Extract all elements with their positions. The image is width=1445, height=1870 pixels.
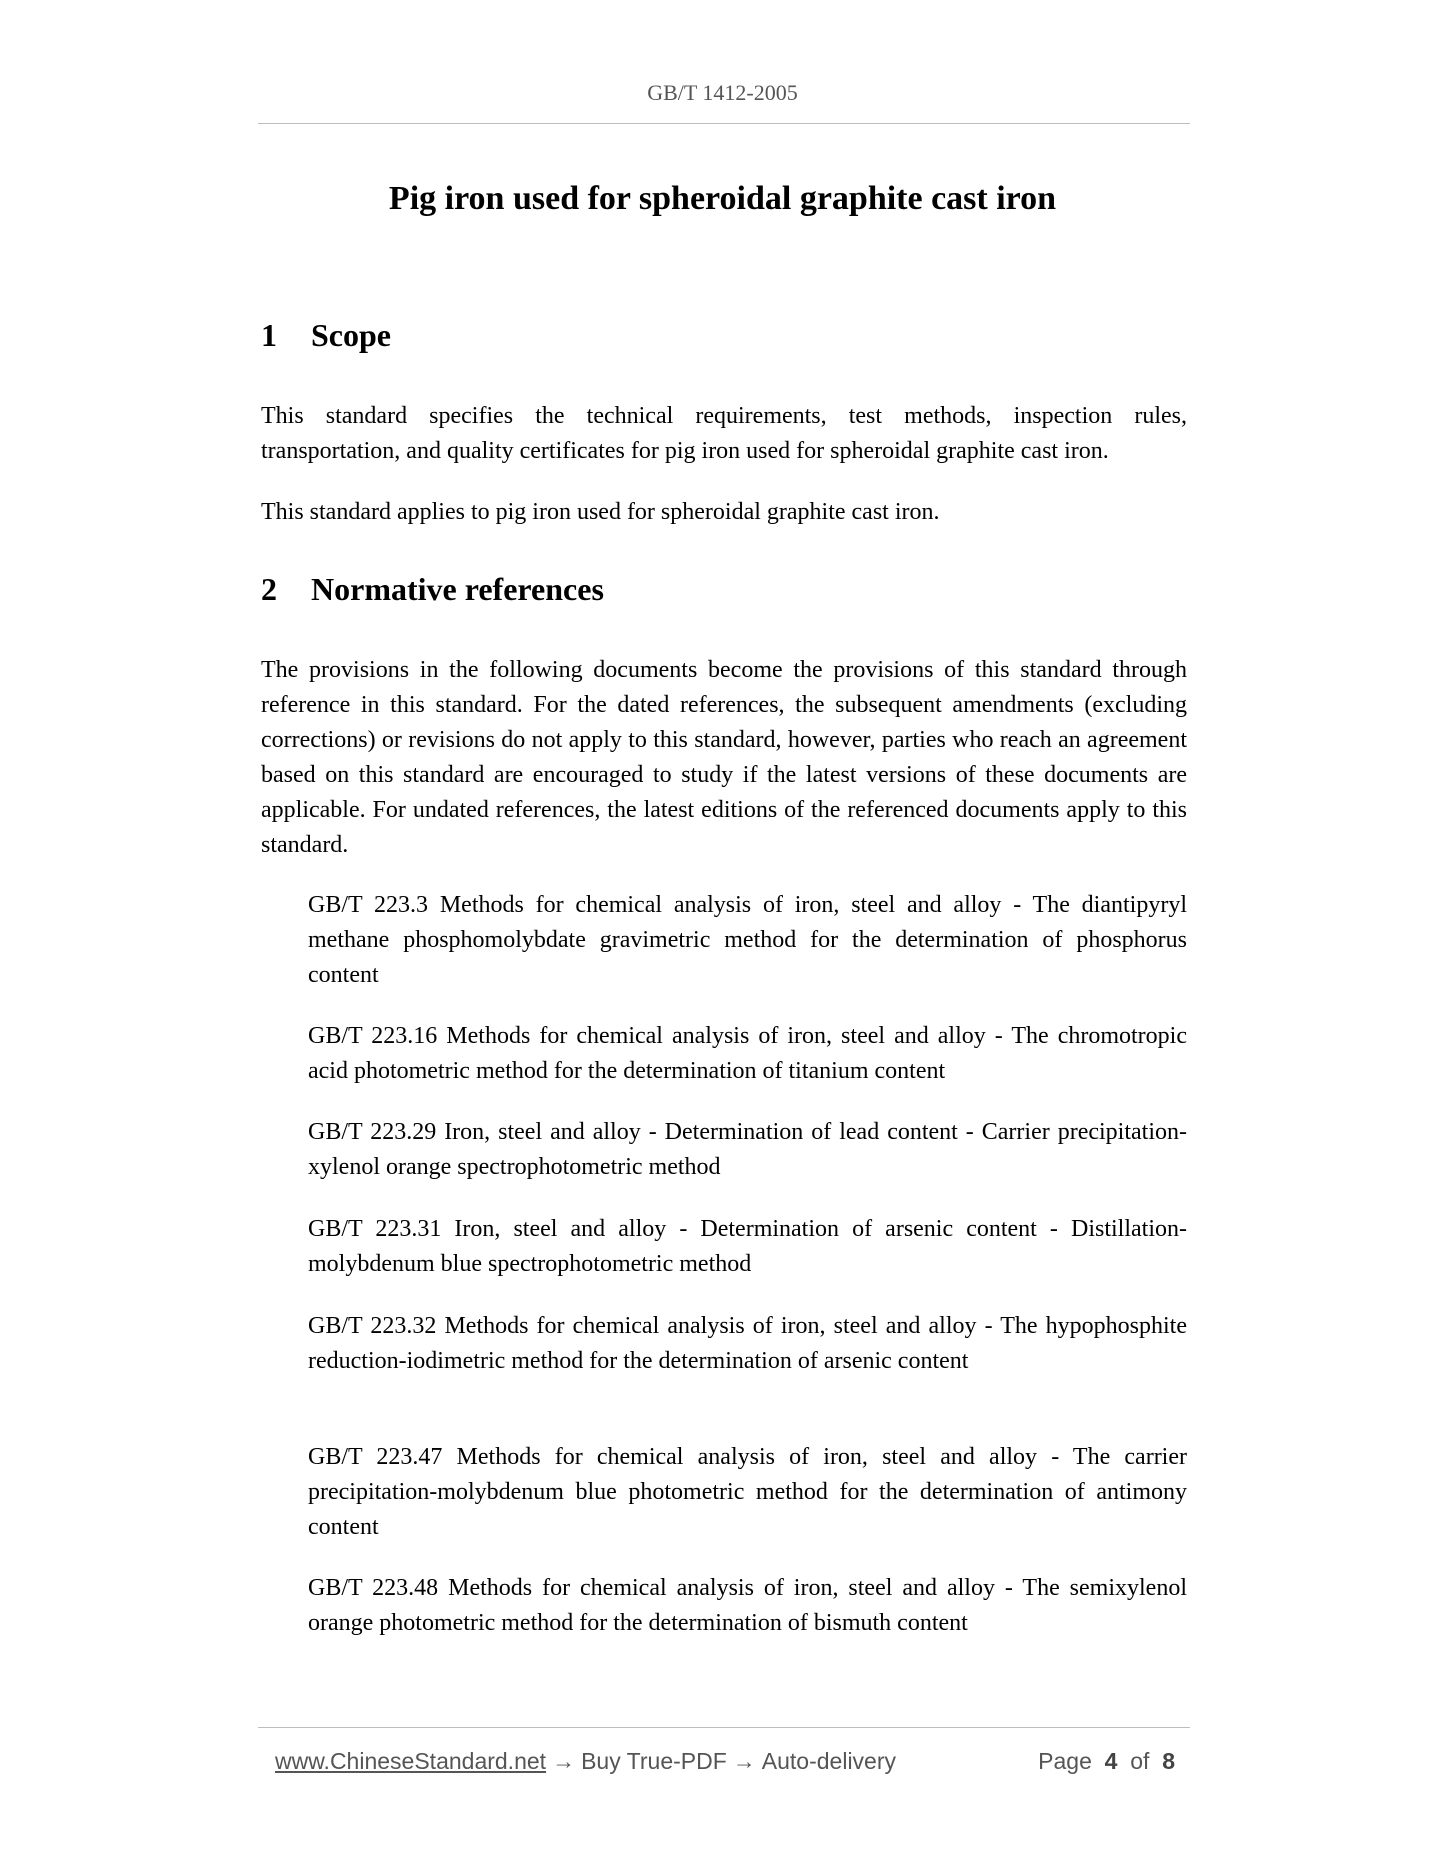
- website-link[interactable]: www.ChineseStandard.net: [275, 1748, 547, 1774]
- arrow-right-icon: →: [732, 1748, 756, 1774]
- reference-item: GB/T 223.16 Methods for chemical analysis of iron, steel and alloy - The chromotropic acid photometric method for the determination of titanium content: [308, 1023, 1187, 1084]
- auto-delivery-text: Auto-delivery: [761, 1748, 897, 1774]
- reference-item: GB/T 223.48 Methods for chemical analysis of iron, steel and alloy - The semixylenol orange photometric method for the determination of bismuth content: [308, 1575, 1187, 1636]
- footer: [275, 1748, 1175, 1775]
- document-title: Pig iron used for spheroidal graphite cast iron: [388, 180, 1057, 217]
- section-number: 1: [261, 317, 277, 353]
- buy-true-pdf-text: Buy True-PDF: [581, 1748, 727, 1774]
- section-title: Scope: [311, 317, 391, 353]
- reference-item: GB/T 223.32 Methods for chemical analysis of iron, steel and alloy - The hypophosphite reduction-iodimetric method for the determination of arsenic content: [308, 1313, 1187, 1374]
- arrow-right-icon: →: [552, 1748, 576, 1774]
- page-label: Page: [1038, 1748, 1092, 1774]
- reference-item: GB/T 223.3 Methods for chemical analysis of iron, steel and alloy - The diantipyryl methane phosphomolybdate gravimetric method for the determination of phosphorus content: [308, 892, 1187, 988]
- section-heading-normative-references: [261, 571, 604, 608]
- reference-item: GB/T 223.29 Iron, steel and alloy - Determination of lead content - Carrier precipitation-xylenol orange spectrophotometric method: [308, 1119, 1187, 1180]
- header-doc-id: GB/T 1412-2005: [647, 80, 798, 105]
- scope-paragraph: This standard applies to pig iron used for spheroidal graphite cast iron.: [261, 499, 940, 525]
- footer-divider: [258, 1727, 1190, 1728]
- page-total: 8: [1162, 1748, 1175, 1774]
- scope-paragraph: This standard specifies the technical requirements, test methods, inspection rules, transportation, and quality certificates for pig iron used for spheroidal graphite cast iron.: [261, 403, 1187, 464]
- reference-item: GB/T 223.47 Methods for chemical analysis of iron, steel and alloy - The carrier precipitation-molybdenum blue photometric method for the determination of antimony content: [308, 1444, 1187, 1540]
- section-title: Normative references: [311, 571, 604, 607]
- header-divider: [258, 123, 1190, 124]
- section-heading-scope: [261, 317, 391, 354]
- page-of-label: of: [1130, 1748, 1150, 1774]
- reference-item: GB/T 223.31 Iron, steel and alloy - Determination of arsenic content - Distillation-molybdenum blue spectrophotometric method: [308, 1216, 1187, 1277]
- section-number: 2: [261, 571, 277, 607]
- page-current: 4: [1104, 1748, 1118, 1774]
- references-intro-paragraph: The provisions in the following documents become the provisions of this standard through reference in this standard. For the dated references, the subsequent amendments (excluding corrections) or revisions do not apply to this standard, however, parties who reach an agreement based on this standard are encouraged to study if the latest versions of these documents are applicable. For undated references, the latest editions of the referenced documents apply to this standard.: [261, 657, 1187, 858]
- page-indicator: [1038, 1748, 1175, 1775]
